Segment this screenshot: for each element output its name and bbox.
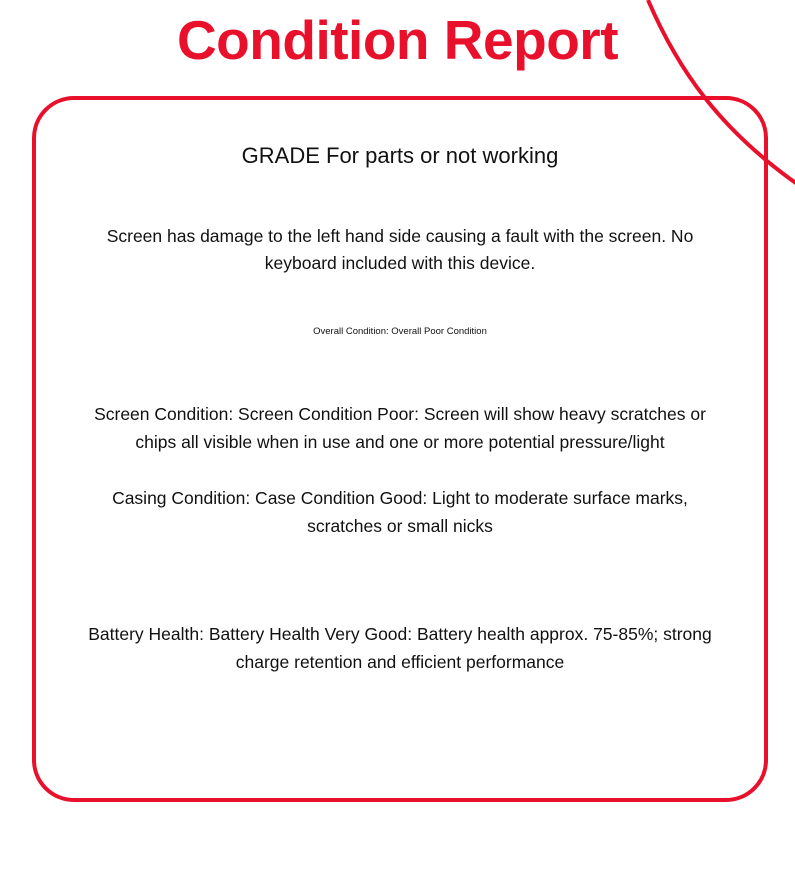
grade-line: GRADE For parts or not working [241,143,559,168]
page-title: Condition Report [176,9,619,71]
battery-health: Battery Health: Battery Health Very Good: Battery health approx. 75-85%; strong charge retention and efficient performance [88,624,712,673]
overall-condition: Overall Condition: Overall Poor Condition [313,325,487,337]
report-content [52,96,748,802]
casing-condition: Casing Condition: Case Condition Good: Light to moderate surface marks, scratches or small nicks [112,488,688,537]
damage-note: Screen has damage to the left hand side causing a fault with the screen. No keyboard included with this device. [106,225,694,273]
screen-condition: Screen Condition: Screen Condition Poor: Screen will show heavy scratches or chips all visible when in use and one or more potential pressure/light [94,404,706,453]
